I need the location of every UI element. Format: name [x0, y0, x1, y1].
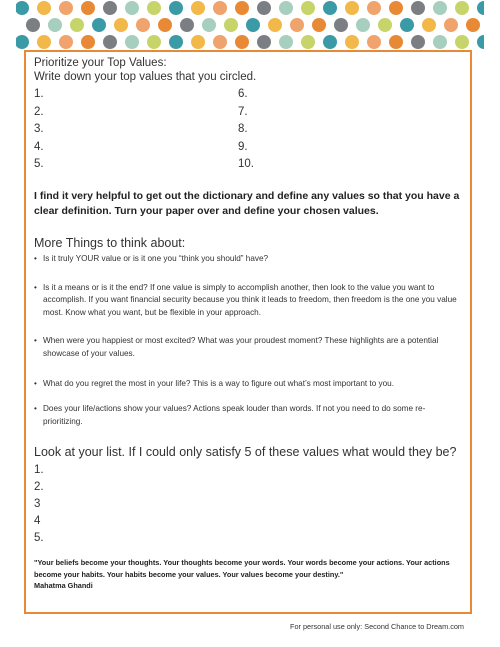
number-line: 1. [34, 464, 44, 477]
top-five-number-list [34, 464, 464, 549]
decorative-dot [180, 18, 194, 32]
decorative-dot [213, 1, 227, 15]
decorative-dot [257, 1, 271, 15]
decorative-dot [422, 18, 436, 32]
decorative-dot [235, 35, 249, 49]
decorative-dot [378, 18, 392, 32]
bullet-icon: • [34, 336, 37, 346]
decorative-dot [312, 18, 326, 32]
decorative-dot [26, 18, 40, 32]
bullet-text: Does your life/actions show your values? Actions speak louder than words. If not you need to do some re-prioritizing. [43, 404, 426, 426]
decorative-dot [136, 18, 150, 32]
decorative-dot [345, 1, 359, 15]
bullet-icon: • [34, 378, 37, 388]
decorative-dot [103, 1, 117, 15]
decorative-dot [400, 18, 414, 32]
decorative-dot [246, 18, 260, 32]
number-row [34, 123, 464, 141]
decorative-dot [477, 35, 484, 49]
number-right: 9. [238, 140, 248, 153]
decorative-dot [444, 18, 458, 32]
bullet-icon: • [34, 404, 37, 414]
decorative-dot [235, 1, 249, 15]
decorative-dot [224, 18, 238, 32]
section-title-look-at-list: Look at your list. If I could only satisfy 5 of these values what would they be? [34, 445, 457, 460]
list-item [34, 253, 464, 266]
decorative-dot [323, 35, 337, 49]
quote-text: "Your beliefs become your thoughts. Your thoughts become your words. Your words become your actions. Your actions become your habits. Your habits become your values. Your values become your destiny." [34, 558, 450, 579]
decorative-dot [37, 35, 51, 49]
bullet-text: What do you regret the most in your life? This is a way to figure out what’s most important to you. [43, 378, 395, 388]
decorative-dot [16, 35, 29, 49]
number-right: 8. [238, 123, 248, 136]
quote-author: Mahatma Ghandi [34, 581, 93, 591]
decorative-dot [356, 18, 370, 32]
section-instruction: Write down your top values that you circled. [34, 71, 257, 83]
footer-credit: For personal use only: Second Chance to Dream.com [290, 622, 464, 631]
decorative-dot [81, 35, 95, 49]
number-left: 2. [34, 105, 44, 118]
think-about-bullet-list [34, 253, 464, 428]
decorative-dot [389, 1, 403, 15]
number-row [34, 158, 464, 176]
decorative-dot [334, 18, 348, 32]
dictionary-note: I find it very helpful to get out the dictionary and define any values so that you have a clear definition. Turn your paper over and define your chosen values. [34, 189, 460, 217]
number-left: 3. [34, 123, 44, 136]
number-row [34, 106, 464, 124]
decorative-dot [411, 35, 425, 49]
section-title-more-things: More Things to think about: [34, 235, 186, 250]
decorative-dot [301, 35, 315, 49]
decorative-dot [158, 18, 172, 32]
decorative-dot [290, 18, 304, 32]
decorative-dot [455, 1, 469, 15]
number-line: 4 [34, 515, 41, 528]
section-title-prioritize: Prioritize your Top Values: [34, 57, 167, 69]
decorative-dot [114, 18, 128, 32]
decorative-dot [367, 1, 381, 15]
list-item [34, 378, 464, 391]
decorative-dot [279, 35, 293, 49]
number-line: 5. [34, 532, 44, 545]
decorative-dot [301, 1, 315, 15]
number-line: 3 [34, 498, 41, 511]
decorative-dot [257, 35, 271, 49]
polka-dot-header-banner [16, 0, 484, 52]
decorative-dot [433, 35, 447, 49]
number-line: 2. [34, 481, 44, 494]
decorative-dot [433, 1, 447, 15]
decorative-dot [125, 35, 139, 49]
polka-dot-pattern [16, 0, 484, 52]
quote-block [34, 557, 464, 592]
number-left: 5. [34, 158, 44, 171]
bullet-text: Is it a means or is it the end? If one value is simply to accomplish another, then look to the value you want to accomplish. If you want financial security because you think it leads to freedom, then freedom is the one you value most. Know what you want, but be flexible in your approach. [43, 282, 457, 317]
decorative-dot [268, 18, 282, 32]
number-right: 7. [238, 105, 248, 118]
decorative-dot [16, 1, 29, 15]
decorative-dot [92, 18, 106, 32]
worksheet-content [34, 56, 464, 592]
decorative-dot [477, 1, 484, 15]
decorative-dot [411, 1, 425, 15]
decorative-dot [147, 35, 161, 49]
decorative-dot [191, 35, 205, 49]
decorative-dot [70, 18, 84, 32]
decorative-dot [455, 35, 469, 49]
decorative-dot [147, 1, 161, 15]
decorative-dot [169, 1, 183, 15]
decorative-dot [367, 35, 381, 49]
decorative-dot [466, 18, 480, 32]
decorative-dot [202, 18, 216, 32]
number-left: 4. [34, 140, 44, 153]
bullet-icon: • [34, 282, 37, 292]
decorative-dot [125, 1, 139, 15]
decorative-dot [37, 1, 51, 15]
decorative-dot [103, 35, 117, 49]
decorative-dot [389, 35, 403, 49]
list-item [34, 403, 464, 428]
number-right: 10. [238, 158, 254, 171]
bullet-text: Is it truly YOUR value or is it one you “think you should” have? [43, 253, 269, 263]
decorative-dot [48, 18, 62, 32]
decorative-dot [323, 1, 337, 15]
decorative-dot [59, 1, 73, 15]
top-values-number-grid [34, 88, 464, 176]
decorative-dot [191, 1, 205, 15]
number-right: 6. [238, 88, 248, 100]
decorative-dot [279, 1, 293, 15]
decorative-dot [169, 35, 183, 49]
number-left: 1. [34, 88, 44, 100]
decorative-dot [345, 35, 359, 49]
list-item [34, 335, 464, 360]
decorative-dot [59, 35, 73, 49]
number-row [34, 88, 464, 106]
bullet-text: When were you happiest or most excited? What was your proudest moment? These highlights are a potential showcase of your values. [43, 336, 439, 358]
decorative-dot [213, 35, 227, 49]
bullet-icon: • [34, 253, 37, 263]
number-row [34, 141, 464, 159]
decorative-dot [81, 1, 95, 15]
list-item [34, 282, 464, 320]
